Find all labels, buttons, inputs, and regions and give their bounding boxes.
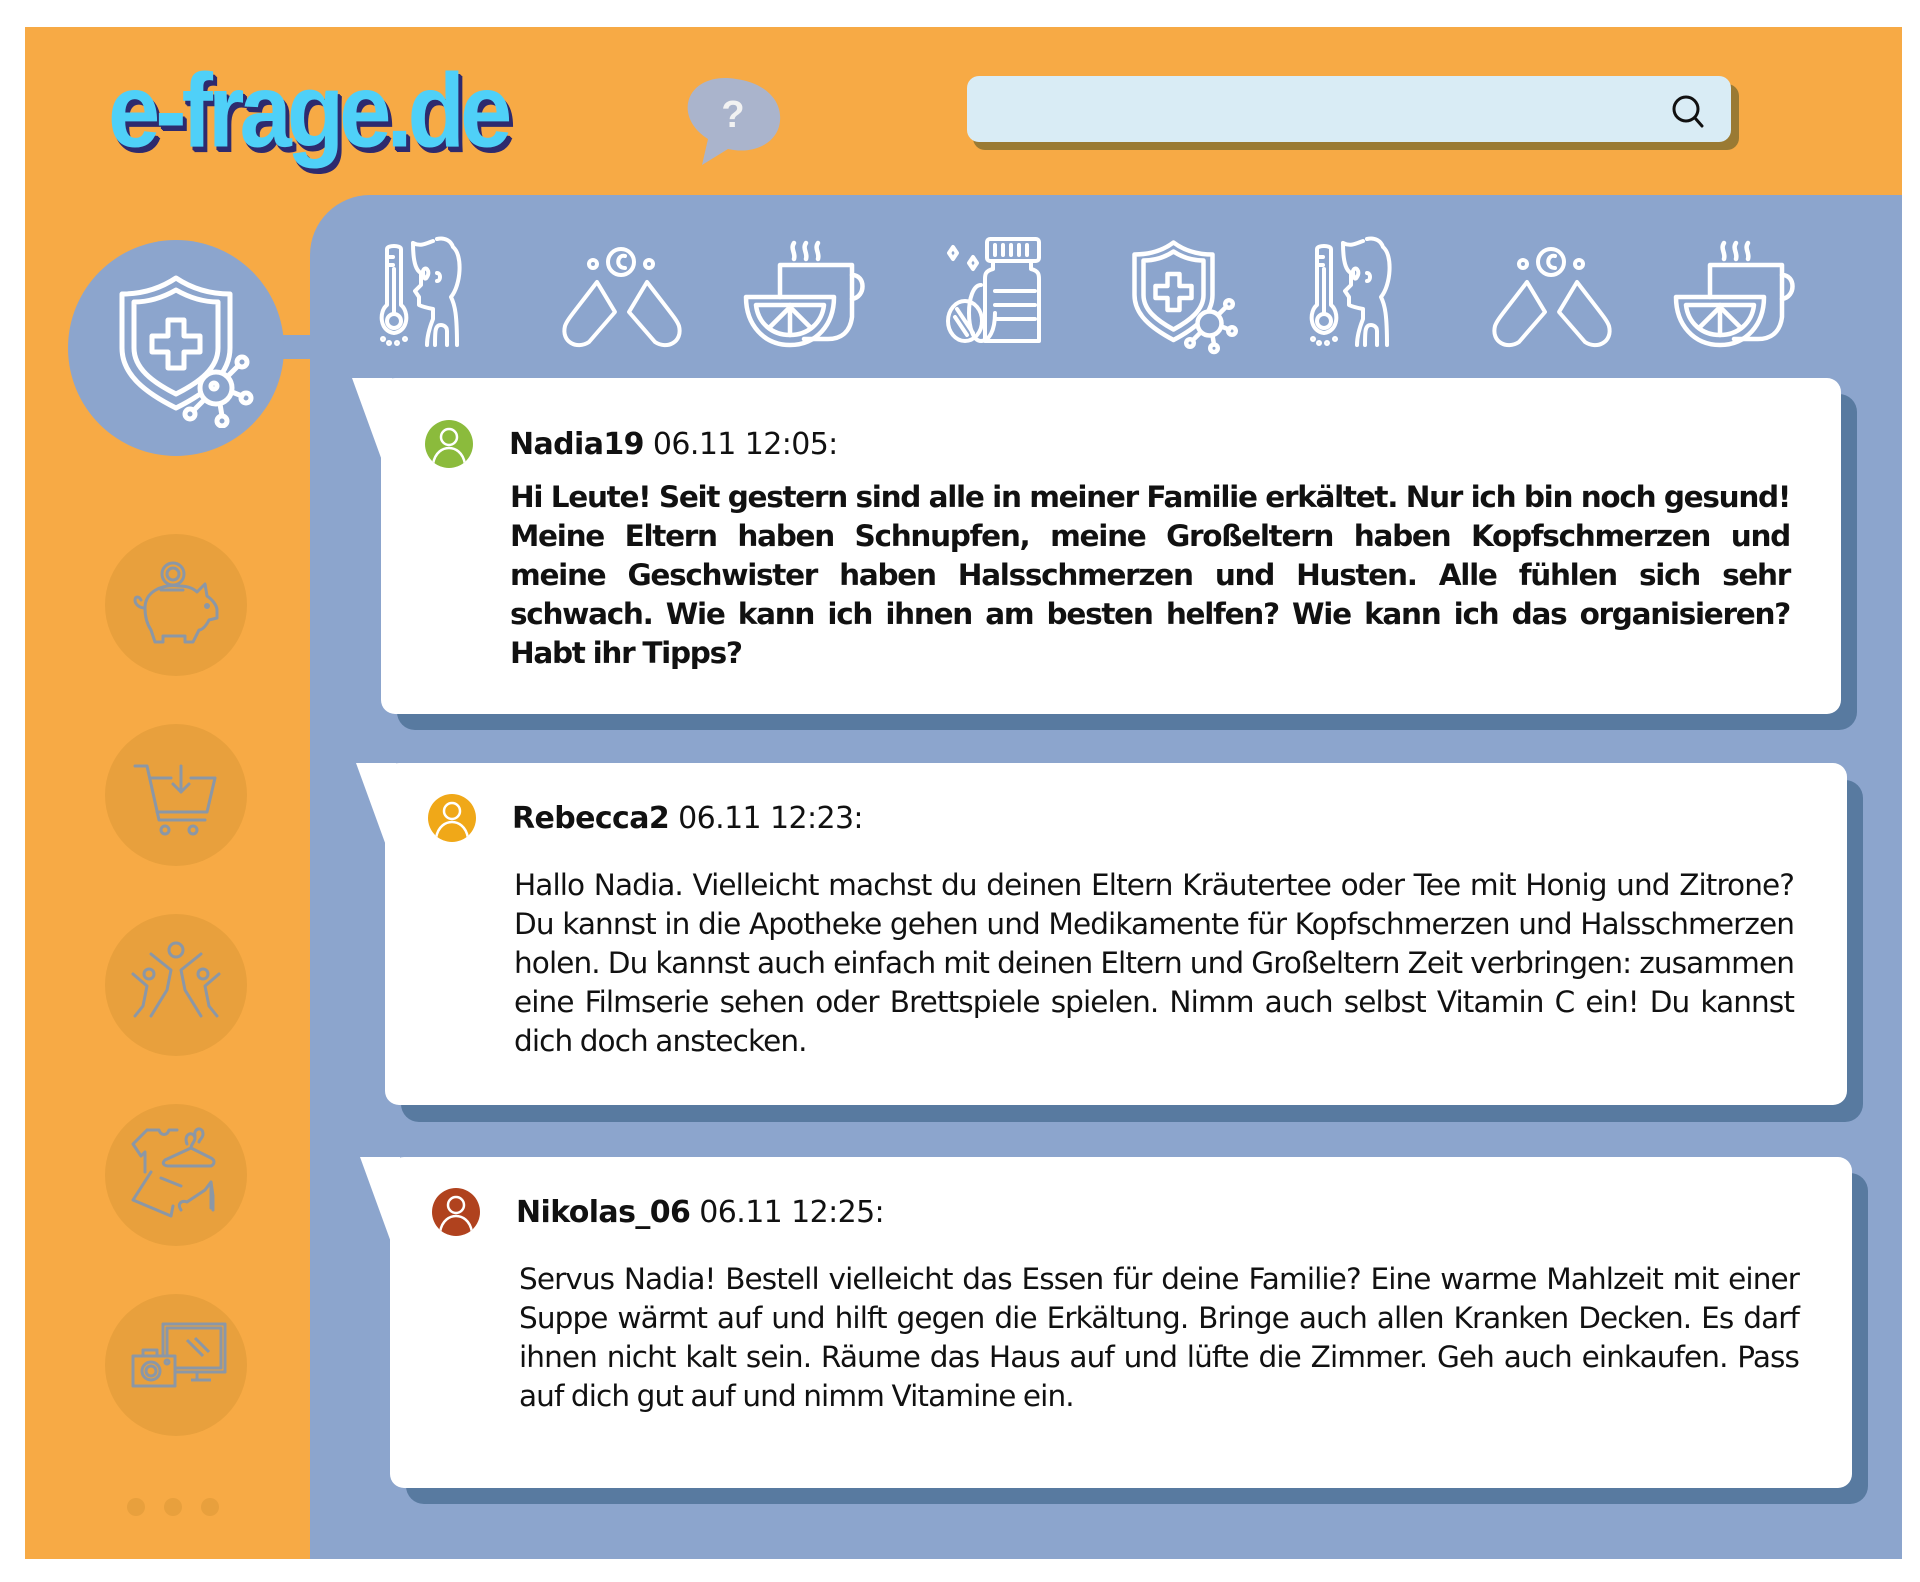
- user-icon: [428, 794, 476, 842]
- search-bar: [967, 76, 1737, 144]
- logo-text: e-frage.de: [108, 51, 508, 169]
- vitamin-c-pills-icon: [557, 240, 687, 350]
- shopping-cart-icon: [121, 740, 231, 850]
- search-input[interactable]: [967, 76, 1731, 142]
- piggy-bank-icon: [121, 550, 231, 660]
- post-timestamp: 06.11 12:05:: [652, 426, 838, 462]
- strip-item-medicine[interactable]: [930, 232, 1060, 357]
- more-dot-icon: [164, 1498, 182, 1516]
- shield-virus-icon: [96, 268, 256, 428]
- avatar[interactable]: [432, 1188, 480, 1236]
- sidebar-item-clothing[interactable]: [105, 1104, 247, 1246]
- strip-item-immunity[interactable]: [1116, 232, 1246, 357]
- clothing-icon: [121, 1120, 231, 1230]
- category-icon-strip: [370, 232, 1820, 357]
- family-people-icon: [121, 930, 231, 1040]
- strip-item-vitamins[interactable]: [557, 232, 687, 357]
- site-logo[interactable]: [108, 51, 508, 169]
- question-bubble-icon: [682, 77, 784, 175]
- post-username[interactable]: Nikolas_06: [516, 1194, 691, 1230]
- user-icon: [425, 420, 473, 468]
- post-header: [432, 1188, 884, 1236]
- sidebar-item-family[interactable]: [105, 914, 247, 1056]
- vitamin-c-pills-icon: [1487, 240, 1617, 350]
- fever-thermometer-icon: [1305, 235, 1425, 355]
- search-icon: [1669, 92, 1709, 132]
- svg-text:?: ?: [721, 94, 745, 136]
- more-dot-icon: [127, 1498, 145, 1516]
- strip-item-tea-2[interactable]: [1672, 232, 1802, 357]
- sidebar-item-shopping[interactable]: [105, 724, 247, 866]
- post-timestamp: 06.11 12:23:: [678, 800, 863, 836]
- strip-item-fever-2[interactable]: [1300, 232, 1430, 357]
- search-button[interactable]: [1667, 90, 1711, 134]
- post-text: Hallo Nadia. Vielleicht machst du deinen Eltern Kräutertee oder Tee mit Honig und Zitrone? Du kannst in die Apotheke gehen und Medikamente für Kopfschmerzen und Halsschmerzen holen. Du kannst auch einfach mit deinen Eltern und Großeltern Zeit verbringen: zusammen eine Filmserie sehen oder Brettspiele spielen. Nimm auch selbst Vitamin C ein! Du kannst dich doch anstecken.: [514, 868, 1794, 1058]
- lemon-tea-icon: [1672, 235, 1802, 355]
- sidebar-item-finance[interactable]: [105, 534, 247, 676]
- sidebar-more[interactable]: [127, 1498, 219, 1516]
- medicine-bottle-icon: [935, 235, 1055, 355]
- post-text: Hi Leute! Seit gestern sind alle in meiner Familie erkältet. Nur ich bin noch gesund! Meine Eltern haben Schnupfen, meine Großeltern haben Kopfschmerzen und meine Geschwister haben Halsschmerzen und Husten. Alle fühlen sich sehr schwach. Wie kann ich ihnen am besten helfen? Wie kann ich das organisieren? Habt ihr Tipps?: [510, 480, 1790, 670]
- avatar[interactable]: [425, 420, 473, 468]
- post-username[interactable]: Nadia19: [509, 426, 644, 462]
- sidebar-item-electronics[interactable]: [105, 1294, 247, 1436]
- strip-item-fever[interactable]: [370, 232, 500, 357]
- lemon-tea-icon: [742, 235, 872, 355]
- strip-item-vitamins-2[interactable]: [1487, 232, 1617, 357]
- more-dot-icon: [201, 1498, 219, 1516]
- post-header: [428, 794, 863, 842]
- avatar[interactable]: [428, 794, 476, 842]
- user-icon: [432, 1188, 480, 1236]
- shield-virus-icon: [1121, 235, 1241, 355]
- post-username[interactable]: Rebecca2: [512, 800, 670, 836]
- post-text: Servus Nadia! Bestell vielleicht das Essen für deine Familie? Eine warme Mahlzeit mit einer Suppe wärmt auf und hilft gegen die Erkältung. Bringe auch allen Kranken Decken. Es darf ihnen nicht kalt sein. Räume das Haus auf und lüfte die Zimmer. Geh auch einkaufen. Pass auf dich gut auf und nimm Vitamine ein.: [519, 1262, 1799, 1413]
- post-timestamp: 06.11 12:25:: [699, 1194, 885, 1230]
- post-header: [425, 420, 838, 468]
- sidebar-item-health-active[interactable]: [68, 240, 284, 456]
- camera-monitor-icon: [121, 1310, 231, 1420]
- fever-thermometer-icon: [375, 235, 495, 355]
- strip-item-tea[interactable]: [742, 232, 872, 357]
